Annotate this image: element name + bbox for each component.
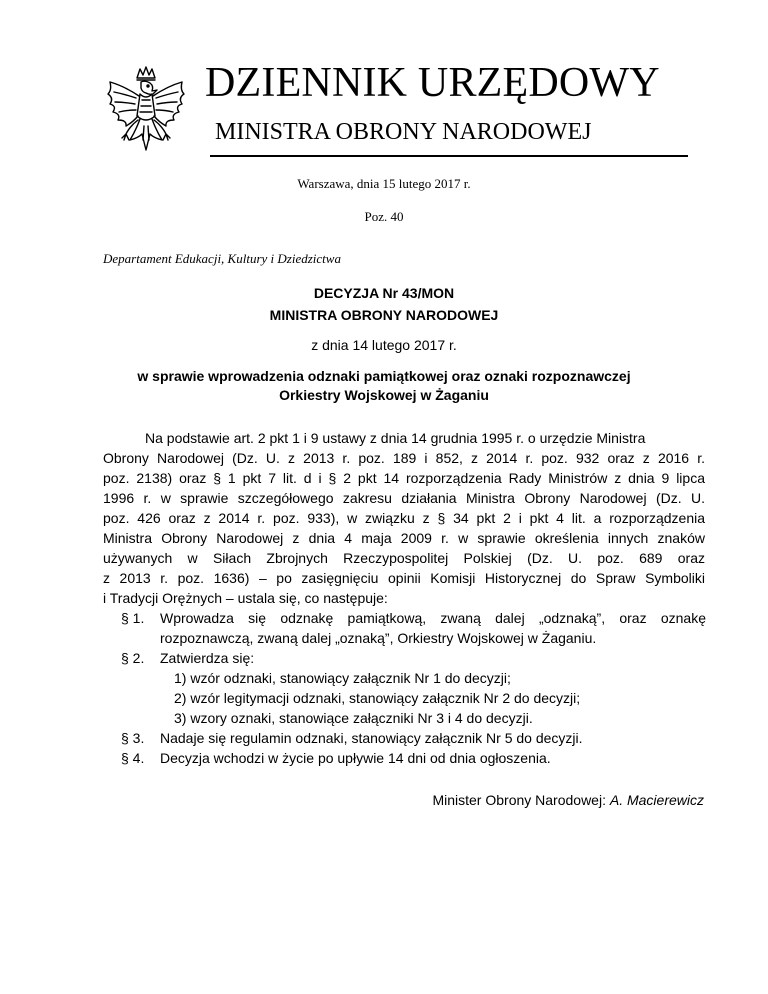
preamble-line: Obrony Narodowej (Dz. U. z 2013 r. poz. 189 i 852, z 2014 r. poz. 932 oraz z 2016 r. <box>103 450 705 466</box>
decision-issuer: MINISTRA OBRONY NARODOWEJ <box>269 307 499 323</box>
section-text-line: Decyzja wchodzi w życie po upływie 14 dni od dnia ogłoszenia. <box>160 750 551 766</box>
section-list-item: 3) wzory oznaki, stanowiące załączniki Nr 3 i 4 do decyzji. <box>174 710 533 726</box>
position-number: Poz. 40 <box>364 209 404 224</box>
white-eagle-emblem-icon <box>100 64 192 168</box>
section-text-line: Zatwierdza się: <box>160 650 255 666</box>
section-text-line: rozpoznawczą, zwaną dalej „oznaką”, Orkiestry Wojskowej w Żaganiu. <box>160 630 597 646</box>
signature-name: A. Macierewicz <box>609 792 704 808</box>
decision-subject-line: Orkiestry Wojskowej w Żaganiu <box>279 387 489 403</box>
preamble-line: poz. 426 oraz z 2014 r. poz. 933), w związku z § 34 pkt 2 i pkt 4 lit. a rozporządzenia <box>103 510 705 526</box>
preamble-line: z 2013 r. poz. 1636) – po zasięgnięciu opinii Komisji Historycznej do Spraw Symboliki <box>103 570 705 586</box>
section-mark: § 4. <box>121 750 145 766</box>
section-mark: § 2. <box>121 650 145 666</box>
decision-subject-line: w sprawie wprowadzenia odznaki pamiątkowej oraz oznaki rozpoznawczej <box>137 368 631 384</box>
journal-title: DZIENNIK URZĘDOWY <box>205 60 660 106</box>
journal-subtitle: MINISTRA OBRONY NARODOWEJ <box>215 119 592 145</box>
section-list-item: 2) wzór legitymacji odznaki, stanowiący załącznik Nr 2 do decyzji; <box>174 690 581 706</box>
preamble-line: Ministra Obrony Narodowej z dnia 4 maja 2009 r. w sprawie określenia innych znaków <box>103 530 705 546</box>
section-list-item: 1) wzór odznaki, stanowiący załącznik Nr 1 do decyzji; <box>174 670 511 686</box>
section-text-line: Nadaje się regulamin odznaki, stanowiący załącznik Nr 5 do decyzji. <box>160 730 583 746</box>
signature-block <box>432 792 704 808</box>
department-name: Departament Edukacji, Kultury i Dziedzictwa <box>103 251 341 266</box>
preamble-line: Na podstawie art. 2 pkt 1 i 9 ustawy z dnia 14 grudnia 1995 r. o urzędzie Ministra <box>145 430 646 446</box>
section-mark: § 1. <box>121 610 145 626</box>
preamble-line: używanych w Siłach Zbrojnych Rzeczypospolitej Polskiej (Dz. U. poz. 689 oraz <box>103 550 705 566</box>
preamble-line: poz. 2138) oraz § 1 pkt 7 lit. d i § 2 pkt 14 rozporządzenia Rady Ministrów z dnia 9 lipca <box>103 470 705 486</box>
preamble-line: 1996 r. w sprawie szczegółowego zakresu działania Ministra Obrony Narodowej (Dz. U. <box>103 490 705 506</box>
place-and-date: Warszawa, dnia 15 lutego 2017 r. <box>297 176 471 191</box>
decision-number: DECYZJA Nr 43/MON <box>313 285 455 301</box>
preamble-line: i Tradycji Orężnych – ustala się, co następuje: <box>103 590 388 606</box>
section-mark: § 3. <box>121 730 145 746</box>
section-text-line: Wprowadza się odznakę pamiątkową, zwaną dalej „odznaką”, oraz oznakę <box>160 610 706 626</box>
decision-date: z dnia 14 lutego 2017 r. <box>311 337 457 353</box>
signature-label: Minister Obrony Narodowej: <box>432 792 606 808</box>
header-divider <box>210 155 688 157</box>
